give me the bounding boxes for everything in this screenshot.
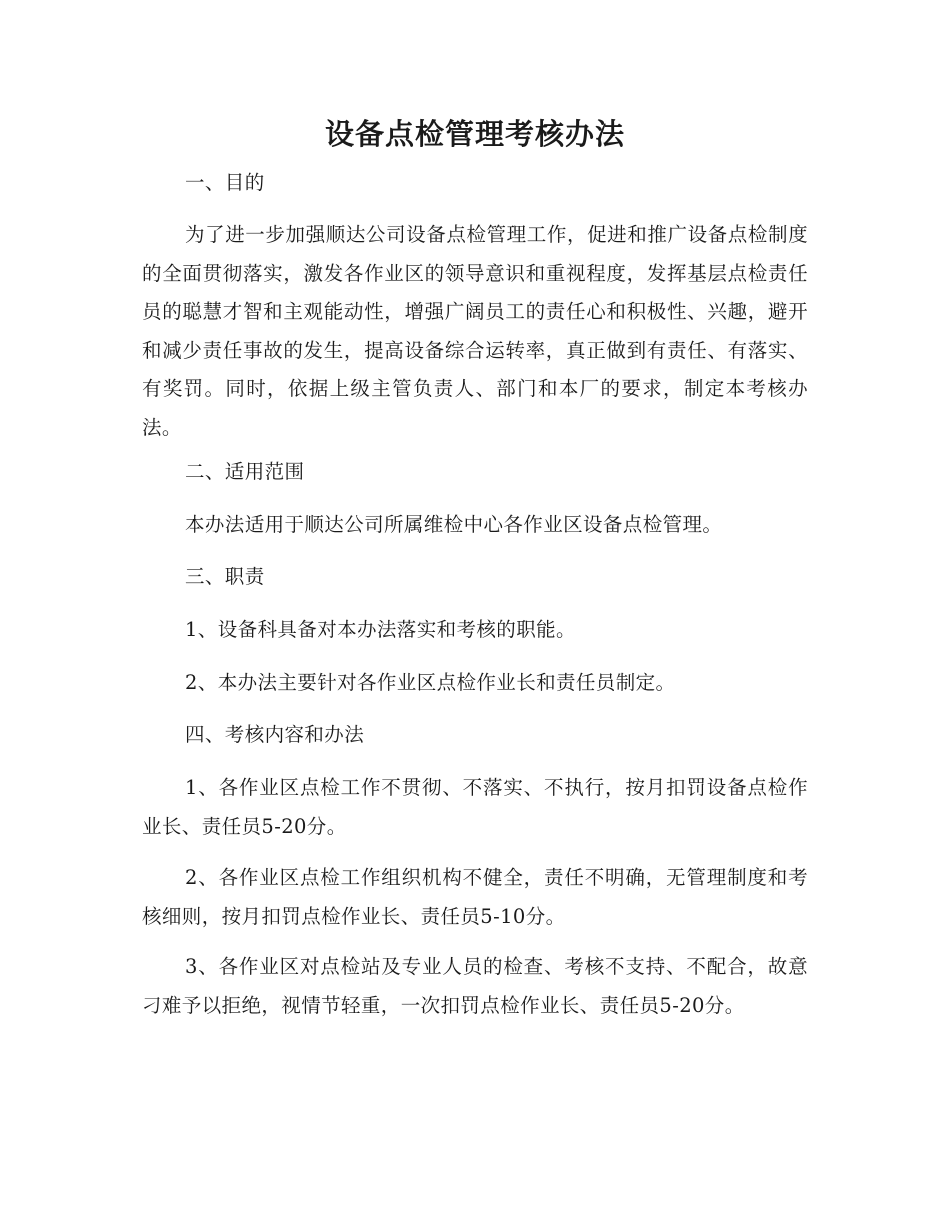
- section-2-heading: 二、适用范围: [185, 460, 305, 483]
- section-4-heading: 四、考核内容和办法: [185, 723, 365, 746]
- section-2-body: 本办法适用于顺达公司所属维检中心各作业区设备点检管理。: [185, 513, 723, 536]
- document-title: 设备点检管理考核办法: [324, 117, 625, 151]
- section-4-item-1: 1、各作业区点检工作不贯彻、不落实、不执行，按月扣罚设备点检作业长、责任员5-20分。: [142, 776, 808, 838]
- section-4-item-2: 2、各作业区点检工作组织机构不健全，责任不明确，无管理制度和考核细则，按月扣罚点检作业长、责任员5-10分。: [142, 866, 808, 928]
- section-3-item-2: 2、本办法主要针对各作业区点检作业长和责任员制定。: [185, 671, 676, 694]
- section-4-item-3: 3、各作业区对点检站及专业人员的检查、考核不支持、不配合，故意刁难予以拒绝，视情节轻重，一次扣罚点检作业长、责任员5-20分。: [142, 955, 808, 1017]
- section-3-item-1: 1、设备科具备对本办法落实和考核的职能。: [185, 618, 576, 641]
- section-1-heading: 一、目的: [185, 171, 265, 194]
- section-3-heading: 三、职责: [185, 565, 265, 588]
- section-1-body: 为了进一步加强顺达公司设备点检管理工作，促进和推广设备点检制度的全面贯彻落实，激发各作业区的领导意识和重视程度，发挥基层点检责任员的聪慧才智和主观能动性，增强广阔员工的责任心和积极性、兴趣，避开和减少责任事故的发生，提高设备综合运转率，真正做到有责任、有落实、有奖罚。同时，依据上级主管负责人、部门和本厂的要求，制定本考核办法。: [142, 223, 808, 439]
